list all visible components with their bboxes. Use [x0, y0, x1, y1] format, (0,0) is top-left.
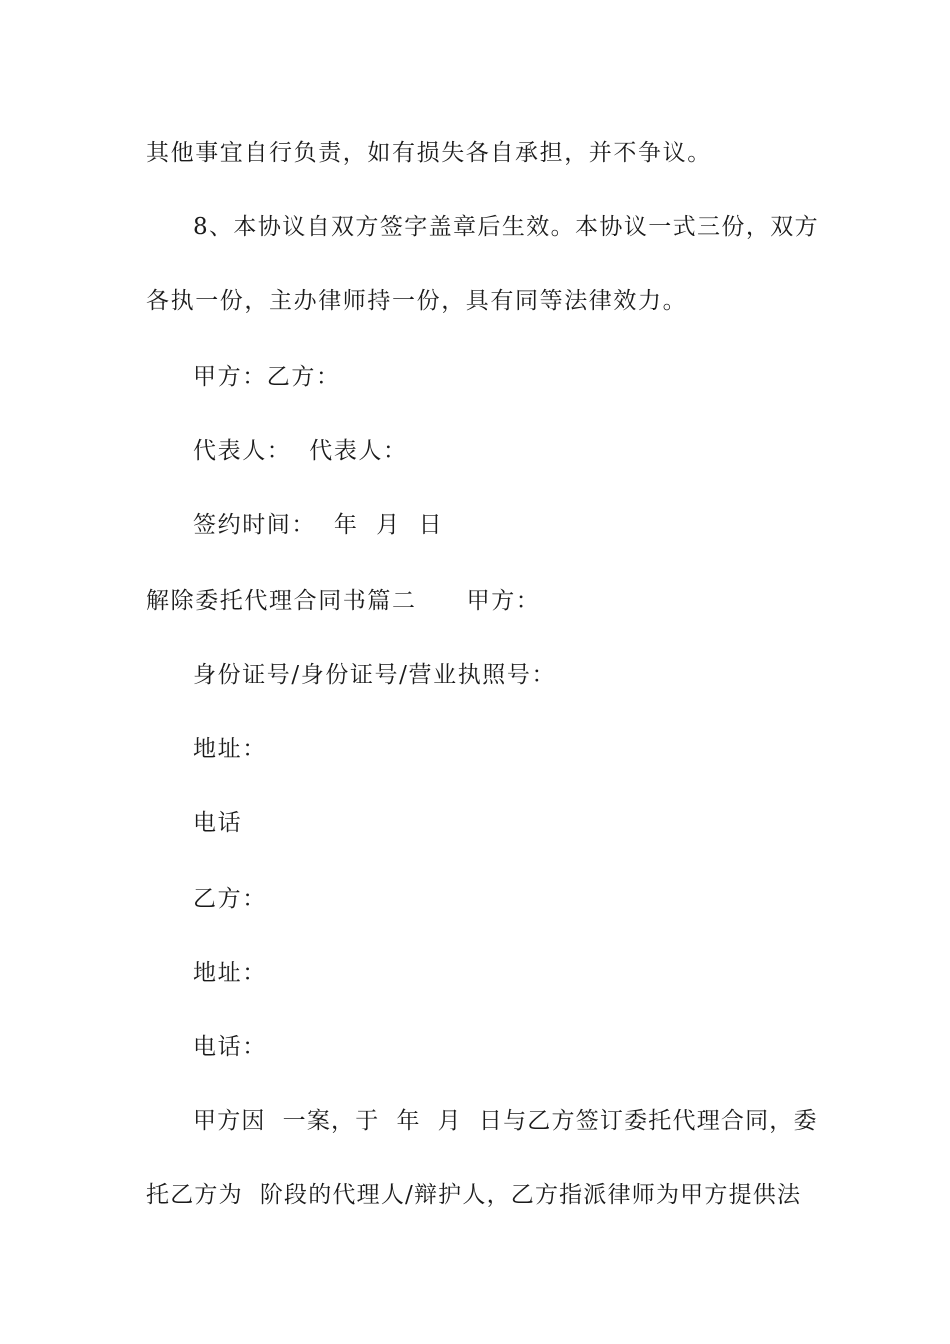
contract-body-line: 甲方因 一案，于 年 月 日与乙方签订委托代理合同，委: [193, 1108, 818, 1134]
party-b-label: 乙方：: [193, 886, 267, 912]
address-field: 地址：: [193, 960, 267, 986]
party-label-line: 甲方：乙方：: [193, 364, 341, 390]
text-line: 各执一份，主办律师持一份，具有同等法律效力。: [146, 288, 688, 314]
contract-body-line: 托乙方为 阶段的代理人/辩护人，乙方指派律师为甲方提供法: [146, 1182, 802, 1208]
clause-8-line: 8、本协议自双方签字盖章后生效。本协议一式三份，双方: [193, 214, 820, 240]
id-number-field: 身份证号/身份证号/营业执照号：: [193, 662, 557, 688]
section-title: 解除委托代理合同书篇二: [146, 588, 417, 614]
representative-line: 代表人： 代表人：: [193, 438, 408, 464]
section-heading-line: [146, 586, 816, 616]
address-field: 地址：: [193, 736, 267, 762]
phone-field: 电话：: [193, 1034, 267, 1060]
signing-date-line: 签约时间： 年 月 日: [193, 512, 444, 538]
phone-field: 电话: [193, 810, 243, 836]
party-a-label: 甲方：: [466, 588, 541, 614]
text-line: 其他事宜自行负责，如有损失各自承担，并不争议。: [146, 140, 712, 166]
